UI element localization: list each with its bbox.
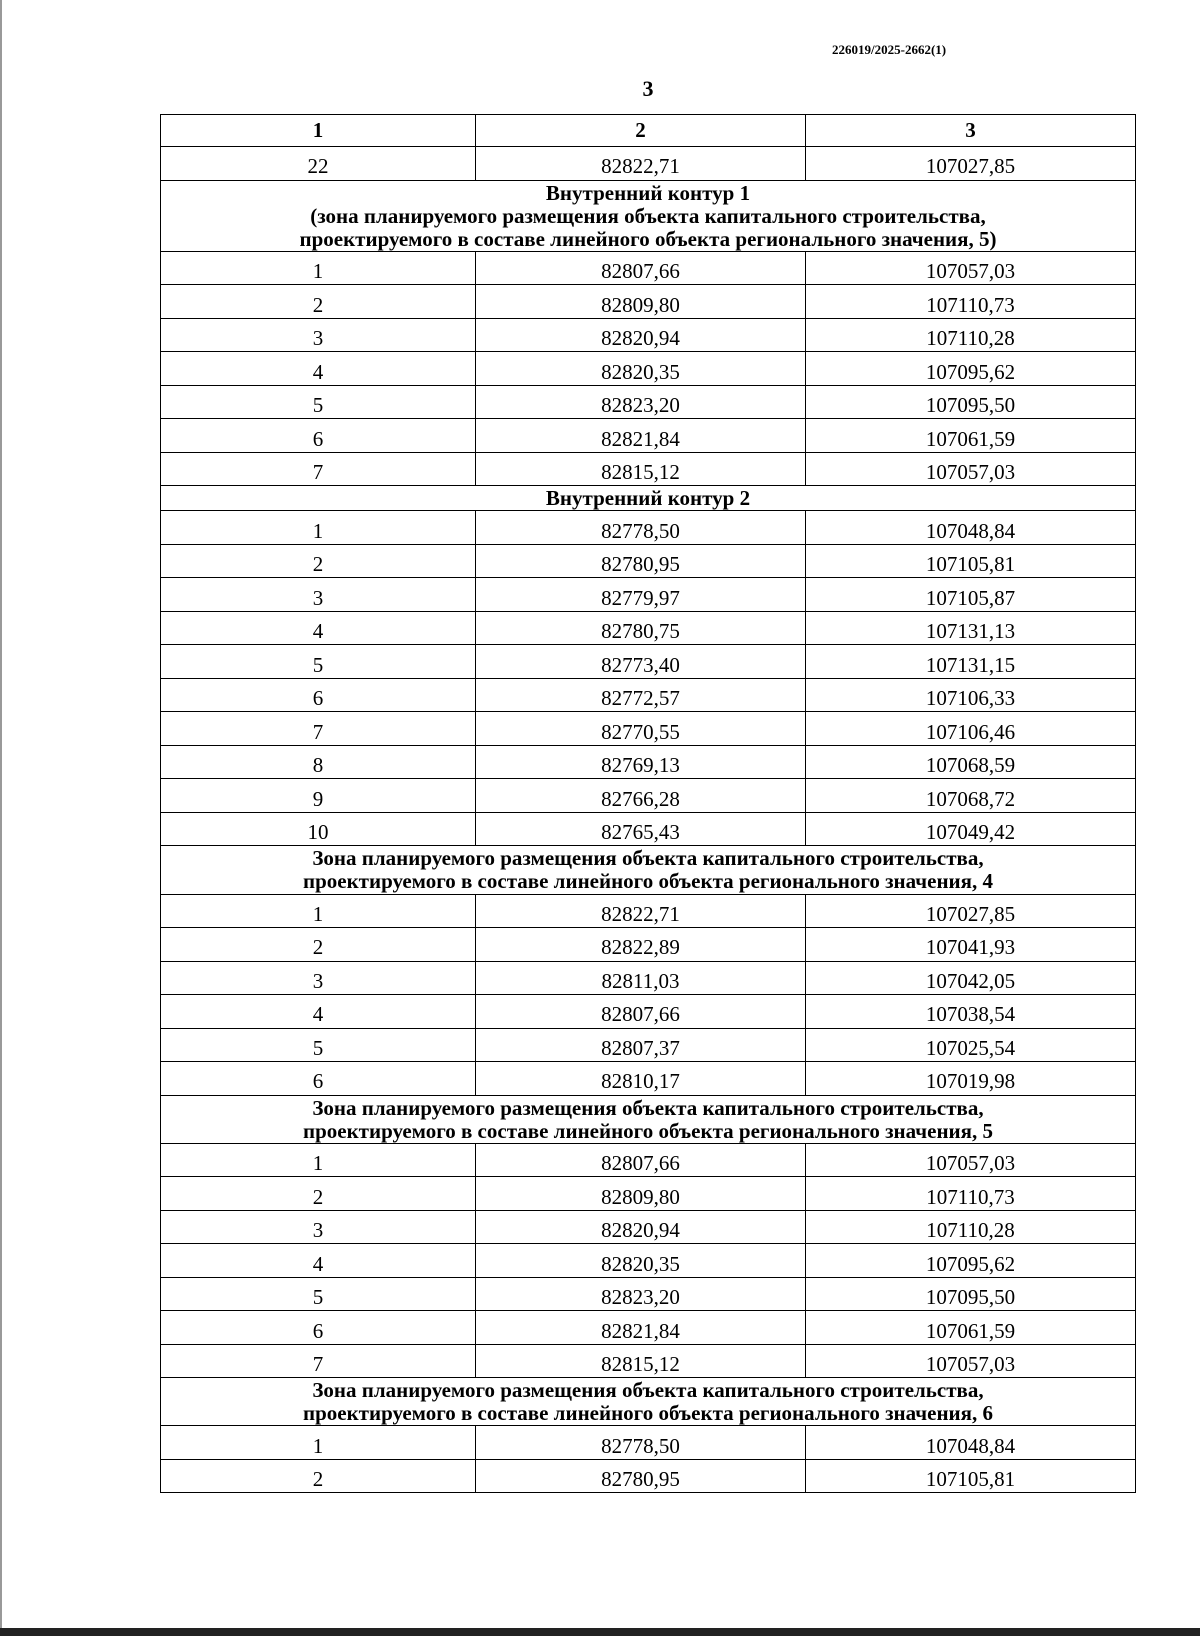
y-coordinate-cell: 107110,73 bbox=[806, 285, 1136, 319]
x-coordinate-cell: 82778,50 bbox=[476, 1426, 806, 1460]
point-number-cell: 3 bbox=[161, 961, 476, 995]
point-number-cell: 1 bbox=[161, 511, 476, 545]
table-row bbox=[161, 1277, 1136, 1311]
y-coordinate-cell: 107095,50 bbox=[806, 385, 1136, 419]
x-coordinate-cell: 82820,35 bbox=[476, 352, 806, 386]
x-coordinate-cell: 82815,12 bbox=[476, 1344, 806, 1378]
x-coordinate-cell: 82780,95 bbox=[476, 544, 806, 578]
table-row bbox=[161, 611, 1136, 645]
column-header: 1 bbox=[161, 115, 476, 147]
table-row bbox=[161, 745, 1136, 779]
section-title bbox=[161, 486, 1136, 511]
x-coordinate-cell: 82822,71 bbox=[476, 147, 806, 181]
section-title bbox=[161, 846, 1136, 894]
y-coordinate-cell: 107095,50 bbox=[806, 1277, 1136, 1311]
section-title-line: (зона планируемого размещения объекта капитального строительства, bbox=[310, 203, 986, 228]
x-coordinate-cell: 82815,12 bbox=[476, 452, 806, 486]
point-number-cell: 2 bbox=[161, 1459, 476, 1493]
y-coordinate-cell: 107110,73 bbox=[806, 1177, 1136, 1211]
x-coordinate-cell: 82770,55 bbox=[476, 712, 806, 746]
point-number-cell: 5 bbox=[161, 385, 476, 419]
table-row bbox=[161, 419, 1136, 453]
coordinates-table bbox=[160, 114, 1136, 1493]
table-row bbox=[161, 1244, 1136, 1278]
y-coordinate-cell: 107057,03 bbox=[806, 1344, 1136, 1378]
table-row bbox=[161, 1177, 1136, 1211]
point-number-cell: 3 bbox=[161, 1210, 476, 1244]
point-number-cell: 6 bbox=[161, 1062, 476, 1096]
section-title-line: проектируемого в составе линейного объекта регионального значения, 5 bbox=[302, 1118, 994, 1143]
section-title-line: проектируемого в составе линейного объекта регионального значения, 4 bbox=[302, 869, 994, 894]
y-coordinate-cell: 107048,84 bbox=[806, 1426, 1136, 1460]
x-coordinate-cell: 82809,80 bbox=[476, 1177, 806, 1211]
y-coordinate-cell: 107061,59 bbox=[806, 419, 1136, 453]
point-number-cell: 9 bbox=[161, 779, 476, 813]
x-coordinate-cell: 82807,66 bbox=[476, 1143, 806, 1177]
point-number-cell: 22 bbox=[161, 147, 476, 181]
page-number: 3 bbox=[642, 76, 654, 101]
x-coordinate-cell: 82821,84 bbox=[476, 419, 806, 453]
y-coordinate-cell: 107042,05 bbox=[806, 961, 1136, 995]
table-row bbox=[161, 385, 1136, 419]
section-title-row bbox=[161, 1378, 1136, 1426]
x-coordinate-cell: 82766,28 bbox=[476, 779, 806, 813]
x-coordinate-cell: 82809,80 bbox=[476, 285, 806, 319]
x-coordinate-cell: 82820,35 bbox=[476, 1244, 806, 1278]
x-coordinate-cell: 82772,57 bbox=[476, 678, 806, 712]
section-title-row bbox=[161, 1095, 1136, 1143]
table-row bbox=[161, 1344, 1136, 1378]
x-coordinate-cell: 82807,66 bbox=[476, 251, 806, 285]
x-coordinate-cell: 82773,40 bbox=[476, 645, 806, 679]
x-coordinate-cell: 82822,89 bbox=[476, 928, 806, 962]
table-row bbox=[161, 995, 1136, 1029]
x-coordinate-cell: 82779,97 bbox=[476, 578, 806, 612]
table-header-row bbox=[161, 115, 1136, 147]
table-row bbox=[161, 452, 1136, 486]
y-coordinate-cell: 107131,13 bbox=[806, 611, 1136, 645]
y-coordinate-cell: 107027,85 bbox=[806, 147, 1136, 181]
x-coordinate-cell: 82765,43 bbox=[476, 812, 806, 846]
table-row bbox=[161, 1311, 1136, 1345]
section-title-row bbox=[161, 486, 1136, 511]
section-title-line: проектируемого в составе линейного объекта регионального значения, 5) bbox=[299, 226, 997, 251]
y-coordinate-cell: 107095,62 bbox=[806, 352, 1136, 386]
point-number-cell: 1 bbox=[161, 251, 476, 285]
point-number-cell: 5 bbox=[161, 1277, 476, 1311]
y-coordinate-cell: 107027,85 bbox=[806, 894, 1136, 928]
y-coordinate-cell: 107110,28 bbox=[806, 1210, 1136, 1244]
point-number-cell: 4 bbox=[161, 1244, 476, 1278]
table-row bbox=[161, 712, 1136, 746]
section-title-row bbox=[161, 846, 1136, 894]
point-number-cell: 4 bbox=[161, 352, 476, 386]
point-number-cell: 1 bbox=[161, 1143, 476, 1177]
x-coordinate-cell: 82823,20 bbox=[476, 385, 806, 419]
section-title bbox=[161, 180, 1136, 251]
section-title-line: Зона планируемого размещения объекта капитального строительства, bbox=[312, 1378, 984, 1403]
x-coordinate-cell: 82780,95 bbox=[476, 1459, 806, 1493]
point-number-cell: 2 bbox=[161, 928, 476, 962]
section-title-line: проектируемого в составе линейного объекта регионального значения, 6 bbox=[302, 1401, 994, 1426]
x-coordinate-cell: 82820,94 bbox=[476, 318, 806, 352]
point-number-cell: 2 bbox=[161, 1177, 476, 1211]
y-coordinate-cell: 107057,03 bbox=[806, 251, 1136, 285]
y-coordinate-cell: 107068,72 bbox=[806, 779, 1136, 813]
table-row bbox=[161, 318, 1136, 352]
y-coordinate-cell: 107025,54 bbox=[806, 1028, 1136, 1062]
point-number-cell: 2 bbox=[161, 285, 476, 319]
table-row bbox=[161, 544, 1136, 578]
y-coordinate-cell: 107110,28 bbox=[806, 318, 1136, 352]
x-coordinate-cell: 82769,13 bbox=[476, 745, 806, 779]
table-row bbox=[161, 1062, 1136, 1096]
point-number-cell: 1 bbox=[161, 894, 476, 928]
table-row bbox=[161, 645, 1136, 679]
point-number-cell: 8 bbox=[161, 745, 476, 779]
y-coordinate-cell: 107061,59 bbox=[806, 1311, 1136, 1345]
x-coordinate-cell: 82820,94 bbox=[476, 1210, 806, 1244]
table-row bbox=[161, 1426, 1136, 1460]
y-coordinate-cell: 107131,15 bbox=[806, 645, 1136, 679]
y-coordinate-cell: 107019,98 bbox=[806, 1062, 1136, 1096]
table-row bbox=[161, 352, 1136, 386]
table-row bbox=[161, 251, 1136, 285]
point-number-cell: 6 bbox=[161, 1311, 476, 1345]
table-row bbox=[161, 894, 1136, 928]
section-title-line: Зона планируемого размещения объекта капитального строительства, bbox=[312, 846, 984, 871]
table-row bbox=[161, 1143, 1136, 1177]
point-number-cell: 7 bbox=[161, 452, 476, 486]
x-coordinate-cell: 82807,37 bbox=[476, 1028, 806, 1062]
point-number-cell: 1 bbox=[161, 1426, 476, 1460]
point-number-cell: 7 bbox=[161, 1344, 476, 1378]
section-title bbox=[161, 1378, 1136, 1426]
x-coordinate-cell: 82810,17 bbox=[476, 1062, 806, 1096]
x-coordinate-cell: 82821,84 bbox=[476, 1311, 806, 1345]
y-coordinate-cell: 107057,03 bbox=[806, 452, 1136, 486]
x-coordinate-cell: 82822,71 bbox=[476, 894, 806, 928]
scan-bottom-edge bbox=[0, 1628, 1200, 1636]
point-number-cell: 7 bbox=[161, 712, 476, 746]
x-coordinate-cell: 82778,50 bbox=[476, 511, 806, 545]
point-number-cell: 3 bbox=[161, 318, 476, 352]
y-coordinate-cell: 107105,81 bbox=[806, 544, 1136, 578]
y-coordinate-cell: 107041,93 bbox=[806, 928, 1136, 962]
section-title-line: Зона планируемого размещения объекта капитального строительства, bbox=[312, 1095, 984, 1120]
point-number-cell: 6 bbox=[161, 419, 476, 453]
y-coordinate-cell: 107048,84 bbox=[806, 511, 1136, 545]
table-row bbox=[161, 285, 1136, 319]
y-coordinate-cell: 107105,81 bbox=[806, 1459, 1136, 1493]
document-number: 226019/2025-2662(1) bbox=[832, 42, 947, 57]
table-row bbox=[161, 578, 1136, 612]
y-coordinate-cell: 107049,42 bbox=[806, 812, 1136, 846]
table-row bbox=[161, 812, 1136, 846]
y-coordinate-cell: 107095,62 bbox=[806, 1244, 1136, 1278]
point-number-cell: 5 bbox=[161, 645, 476, 679]
point-number-cell: 4 bbox=[161, 611, 476, 645]
scan-left-edge bbox=[0, 0, 2, 1636]
section-title-line: Внутренний контур 1 bbox=[545, 180, 751, 205]
table-row bbox=[161, 1210, 1136, 1244]
point-number-cell: 5 bbox=[161, 1028, 476, 1062]
x-coordinate-cell: 82780,75 bbox=[476, 611, 806, 645]
x-coordinate-cell: 82807,66 bbox=[476, 995, 806, 1029]
point-number-cell: 3 bbox=[161, 578, 476, 612]
table-body bbox=[161, 147, 1136, 1493]
y-coordinate-cell: 107038,54 bbox=[806, 995, 1136, 1029]
x-coordinate-cell: 82823,20 bbox=[476, 1277, 806, 1311]
y-coordinate-cell: 107057,03 bbox=[806, 1143, 1136, 1177]
y-coordinate-cell: 107068,59 bbox=[806, 745, 1136, 779]
table-row bbox=[161, 1028, 1136, 1062]
table-row bbox=[161, 147, 1136, 181]
point-number-cell: 6 bbox=[161, 678, 476, 712]
table-row bbox=[161, 928, 1136, 962]
point-number-cell: 10 bbox=[161, 812, 476, 846]
section-title-row bbox=[161, 180, 1136, 251]
y-coordinate-cell: 107106,46 bbox=[806, 712, 1136, 746]
section-title bbox=[161, 1095, 1136, 1143]
x-coordinate-cell: 82811,03 bbox=[476, 961, 806, 995]
table-row bbox=[161, 779, 1136, 813]
column-header: 2 bbox=[476, 115, 806, 147]
point-number-cell: 2 bbox=[161, 544, 476, 578]
column-header: 3 bbox=[806, 115, 1136, 147]
section-title-line: Внутренний контур 2 bbox=[545, 486, 751, 511]
y-coordinate-cell: 107106,33 bbox=[806, 678, 1136, 712]
point-number-cell: 4 bbox=[161, 995, 476, 1029]
table-row bbox=[161, 511, 1136, 545]
y-coordinate-cell: 107105,87 bbox=[806, 578, 1136, 612]
table-row bbox=[161, 1459, 1136, 1493]
table-row bbox=[161, 961, 1136, 995]
table-row bbox=[161, 678, 1136, 712]
